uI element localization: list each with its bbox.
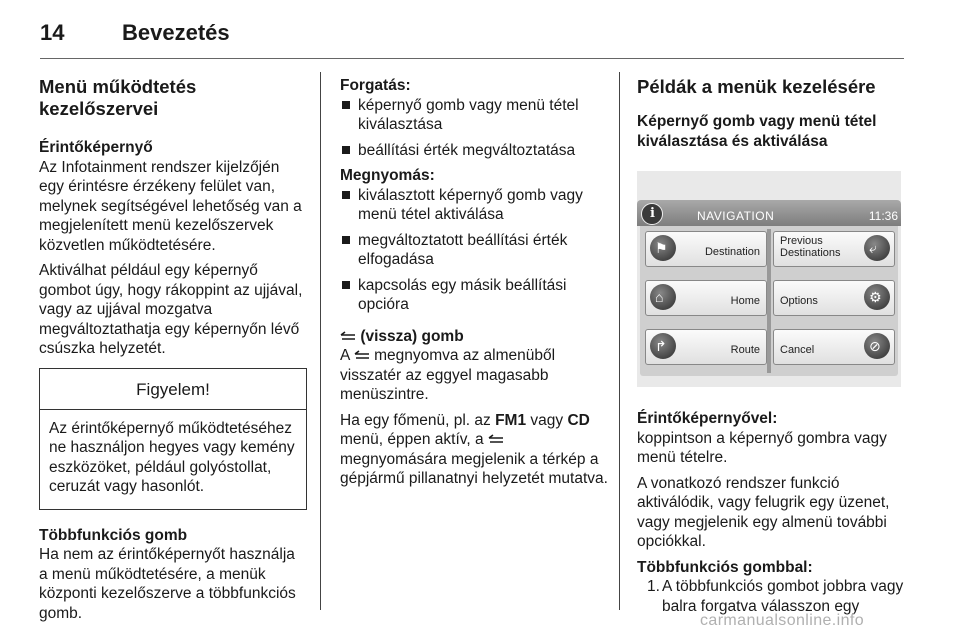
column-1: [39, 76, 307, 629]
back-icon: [340, 331, 356, 342]
info-icon-glyph: i: [650, 206, 655, 221]
bullet-icon: [342, 101, 350, 109]
step-number: 1.: [647, 578, 660, 595]
list-item-text: képernyő gomb vagy menü tétel kiválasztása: [358, 96, 579, 133]
cancel-label: Cancel: [780, 344, 815, 356]
back-p1-end: megnyomva az almenüből visszatér az eggyel magasabb menüszintre.: [340, 347, 556, 403]
previous-label-line2: Destinations: [780, 247, 841, 259]
back-p2-part-b: vagy: [530, 411, 564, 429]
chapter-title: Bevezetés: [122, 20, 230, 45]
header-rule: [40, 58, 904, 59]
list-item: [340, 231, 608, 270]
back-icon: [488, 434, 504, 445]
previous-destinations-icon: ⤶: [864, 235, 890, 261]
page-number: 14: [40, 20, 65, 45]
column-divider-1: [320, 72, 321, 610]
watermark: carmanualsonline.info: [700, 612, 865, 629]
destination-button[interactable]: [645, 231, 767, 267]
fm1-label: FM1: [495, 411, 527, 429]
bullet-icon: [342, 146, 350, 154]
list-item: [637, 577, 912, 616]
touchscreen-method-heading: Érintőképernyővel:: [637, 410, 778, 427]
options-icon: ⚙: [864, 284, 890, 310]
press-list: [340, 186, 608, 315]
touchscreen-paragraph-1: Az Infotainment rendszer kijelzőjén egy érintésre érzékeny felület van, melynek segítségével lehetőség van a megjelenített menü kezelőszervek közvetlen működtetésére.: [39, 158, 302, 254]
touchscreen-method-paragraph-2: A vonatkozó rendszer funkció aktiválódik, vagy felugrik egy üzenet, vagy megjelenik egy almenü további opciókkal.: [637, 474, 890, 550]
navigation-screen-image: [637, 171, 901, 387]
home-icon: ⌂: [650, 284, 676, 310]
nav-clock: 11:36: [868, 209, 898, 223]
section-heading: [39, 76, 307, 120]
list-item-text: megváltoztatott beállítási érték elfogadása: [358, 231, 568, 268]
list-item: [340, 141, 608, 161]
notice-box: [39, 368, 307, 510]
list-item-text: kapcsolás egy másik beállítási opcióra: [358, 276, 567, 313]
back-heading-text: (vissza) gomb: [360, 327, 464, 345]
list-item-text: kiválasztott képernyő gomb vagy menü tétel aktiválása: [358, 186, 583, 223]
back-p1-start: A: [340, 347, 350, 364]
route-icon: ↱: [650, 333, 676, 359]
previous-destinations-button[interactable]: [773, 231, 895, 267]
step-text: A többfunkciós gombot jobbra vagy balra forgatva válasszon egy: [662, 578, 904, 615]
back-p2-part-c: menü, éppen aktív, a: [340, 431, 484, 448]
column-3: [637, 76, 912, 616]
nav-button-divider: [767, 229, 771, 373]
multifunction-paragraph: Ha nem az érintőképernyőt használja a menü működtetésére, a menük központi kezelőszerve a többfunkciós gomb.: [39, 546, 296, 622]
multifunction-heading: Többfunkciós gomb: [39, 526, 188, 544]
back-icon: [354, 350, 370, 361]
column-divider-2: [619, 72, 620, 610]
previous-destinations-label: [780, 235, 841, 259]
page-header: [40, 16, 920, 60]
examples-heading: Példák a menük kezelésére: [637, 76, 876, 97]
press-heading: Megnyomás:: [340, 167, 435, 184]
notice-title: Figyelem!: [40, 369, 306, 410]
destination-icon: ⚑: [650, 235, 676, 261]
previous-label-line1: Previous: [780, 235, 823, 247]
bullet-icon: [342, 191, 350, 199]
cd-label: CD: [567, 411, 590, 429]
touchscreen-method-paragraph-1: koppintson a képernyő gombra vagy menü tételre.: [637, 429, 887, 466]
bullet-icon: [342, 236, 350, 244]
column-2: [340, 76, 608, 495]
back-paragraph-2: [340, 411, 608, 489]
options-button[interactable]: [773, 280, 895, 316]
notice-body: Az érintőképernyő működtetéséhez ne használjon hegyes vagy kemény eszközöket, például golyóstollat, ceruzát vagy hasonlót.: [49, 419, 295, 495]
touchscreen-paragraph-2: Aktiválhat például egy képernyő gombot úgy, hogy rákoppint az ujjával, vagy az ujjával mozgatva megváltoztathatja egy képernyőn lévő csúszka helyzetét.: [39, 262, 303, 357]
examples-subheading: Képernyő gomb vagy menü tétel kiválasztása és aktiválása: [637, 113, 877, 150]
list-item-text: beállítási érték megváltoztatása: [358, 141, 576, 159]
cancel-icon: ⊘: [864, 333, 890, 359]
section-heading-line1: Menü működtetés: [39, 76, 197, 97]
list-item: [340, 276, 608, 315]
touchscreen-heading: Érintőképernyő: [39, 139, 153, 156]
back-p2-part-d: megnyomására megjelenik a térkép a gépjármű pillanatnyi helyzetét mutatva.: [340, 450, 608, 487]
list-item: [340, 96, 608, 135]
route-label: Route: [730, 344, 760, 356]
list-item: [340, 186, 608, 225]
route-button[interactable]: [645, 329, 767, 365]
home-label: Home: [730, 295, 760, 307]
steps-list: [637, 577, 912, 616]
home-button[interactable]: [645, 280, 767, 316]
nav-title: NAVIGATION: [697, 209, 775, 223]
section-heading-line2: kezelőszervei: [39, 98, 159, 119]
destination-label: Destination: [704, 246, 760, 258]
bullet-icon: [342, 281, 350, 289]
rotate-heading: Forgatás:: [340, 77, 411, 94]
cancel-button[interactable]: [773, 329, 895, 365]
back-p2-part-a: Ha egy főmenü, pl. az: [340, 411, 491, 429]
back-paragraph-1: [340, 346, 608, 405]
options-label: Options: [780, 295, 818, 307]
back-button-heading: [340, 327, 608, 347]
rotate-list: [340, 96, 608, 161]
multifunction-method-heading: Többfunkciós gombbal:: [637, 558, 813, 576]
